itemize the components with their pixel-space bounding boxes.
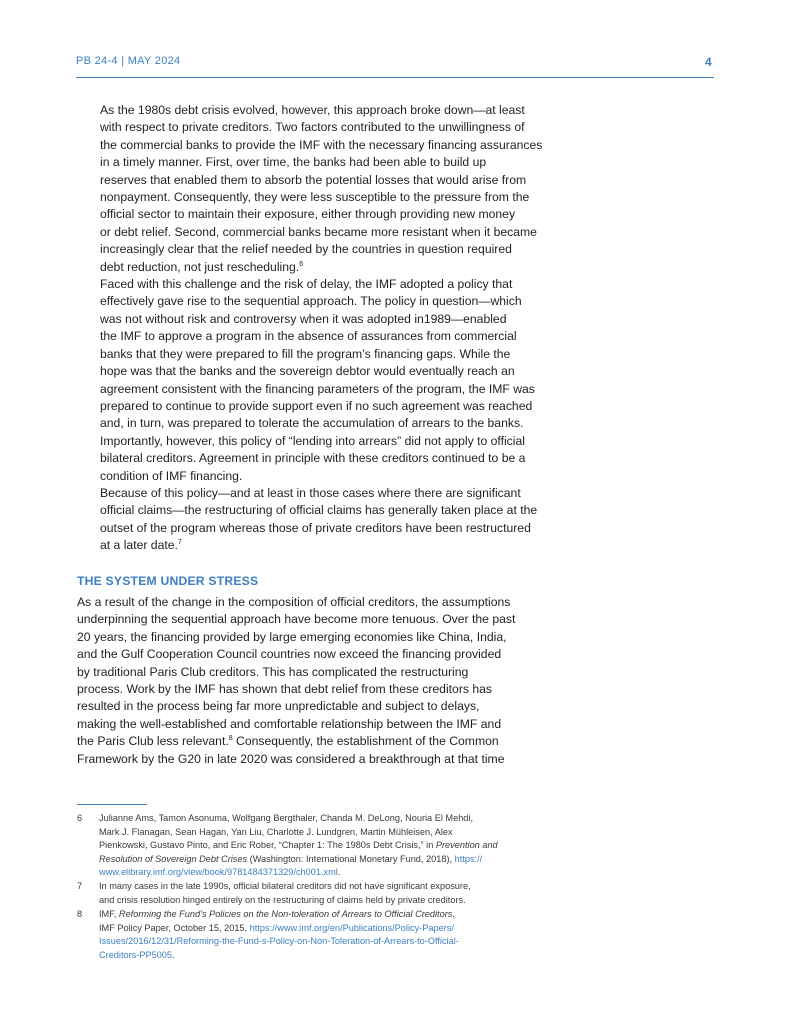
text-line: making the well-established and comfortable relationship between the IMF and bbox=[77, 716, 502, 731]
text-line: effectively gave rise to the sequential approach. The policy in question—which bbox=[100, 294, 522, 309]
paragraph-1 bbox=[77, 102, 585, 276]
footnote-number: 6 bbox=[77, 813, 83, 823]
text-line: underpinning the sequential approach have become more tenuous. Over the past bbox=[77, 612, 516, 627]
footnote-line bbox=[99, 922, 597, 936]
text-line: As the 1980s debt crisis evolved, however, this approach broke down—at least bbox=[100, 103, 525, 117]
text-line: the IMF to approve a program in the absence of assurances from commercial bbox=[100, 329, 517, 344]
text-line: condition of IMF financing. bbox=[100, 468, 243, 483]
header-issue-date: PB 24-4 | MAY 2024 bbox=[76, 55, 181, 67]
text-line: and the Gulf Cooperation Council countries now exceed the financing provided bbox=[77, 647, 502, 662]
text-line: hope was that the banks and the sovereign debtor would eventually reach an bbox=[100, 364, 515, 379]
paragraph-4 bbox=[77, 594, 585, 768]
text-line: increasingly clear that the relief needed by the countries in question required bbox=[100, 242, 512, 257]
text-fragment: Pienkowski, Gustavo Pinto, and Eric Rober, “Chapter 1: The 1980s Debt Crisis,” in bbox=[99, 840, 436, 851]
text-fragment: at a later date. bbox=[100, 538, 178, 553]
text-line: Framework by the G20 in late 2020 was considered a breakthrough at that time bbox=[77, 751, 505, 766]
text-fragment: Consequently, the establishment of the Common bbox=[232, 734, 499, 749]
page-number: 4 bbox=[705, 55, 712, 69]
paragraph-2 bbox=[77, 276, 585, 485]
body-text bbox=[77, 102, 585, 768]
text-line: resulted in the process being far more unpredictable and subject to delays, bbox=[77, 699, 480, 714]
paragraph-3 bbox=[77, 485, 585, 555]
footnote-line bbox=[99, 839, 597, 853]
text-line: outset of the program whereas those of private creditors have been restructured bbox=[100, 520, 531, 535]
footnote-6 bbox=[77, 812, 597, 880]
book-title-italic: Resolution of Sovereign Debt Crises bbox=[99, 853, 248, 864]
footnote-8 bbox=[77, 908, 597, 962]
text-line: official sector to maintain their exposure, either through providing new money bbox=[100, 207, 516, 222]
footnote-line: Julianne Ams, Tamon Asonuma, Wolfgang Bergthaler, Chanda M. DeLong, Nouria El Mehdi, bbox=[99, 813, 474, 823]
text-fragment: the Paris Club less relevant. bbox=[77, 734, 229, 749]
section-heading: THE SYSTEM UNDER STRESS bbox=[77, 573, 259, 588]
text-line: Because of this policy—and at least in those cases where there are significant bbox=[100, 485, 521, 500]
footnote-line: and crisis resolution hinged entirely on the restructuring of claims held by private creditors. bbox=[99, 895, 466, 906]
text-line: process. Work by the IMF has shown that debt relief from these creditors has bbox=[77, 682, 493, 696]
text-line: with respect to private creditors. Two factors contributed to the unwillingness of bbox=[100, 120, 525, 135]
footnote-8-link[interactable]: https://www.imf.org/en/Publications/Policy-Papers/ bbox=[249, 922, 454, 933]
text-line bbox=[77, 733, 585, 750]
text-line: agreement consistent with the financing parameters of the program, the IMF was bbox=[100, 381, 535, 396]
text-line: official claims—the restructuring of official claims has generally taken place at the bbox=[100, 503, 538, 518]
text-line bbox=[77, 259, 585, 276]
text-line: reserves that enabled them to absorb the potential losses that would arise from bbox=[100, 172, 527, 187]
footnote-ref-6[interactable]: 6 bbox=[299, 260, 304, 268]
footnote-line bbox=[99, 853, 597, 867]
footnote-7 bbox=[77, 880, 597, 907]
text-line: and, in turn, was prepared to tolerate the accumulation of arrears to the banks. bbox=[100, 416, 524, 431]
footnote-line bbox=[99, 866, 597, 880]
text-line: As a result of the change in the composition of official creditors, the assumptions bbox=[77, 594, 511, 609]
text-fragment: IMF Policy Paper, October 15, 2015, bbox=[99, 922, 250, 933]
text-fragment: . bbox=[337, 867, 341, 878]
footnote-8-link[interactable]: Creditors-PP5005 bbox=[99, 949, 173, 960]
running-header bbox=[76, 55, 714, 73]
footnote-number: 8 bbox=[77, 909, 83, 920]
text-line: Faced with this challenge and the risk of delay, the IMF adopted a policy that bbox=[100, 277, 513, 292]
text-fragment: debt reduction, not just rescheduling. bbox=[100, 259, 300, 274]
text-line: Importantly, however, this policy of “lending into arrears” did not apply to official bbox=[100, 433, 525, 448]
footnote-6-link[interactable]: https:// bbox=[454, 853, 483, 864]
text-fragment: , bbox=[452, 909, 455, 920]
header-rule bbox=[76, 77, 714, 78]
footnote-number: 7 bbox=[77, 881, 83, 892]
footnote-line bbox=[99, 935, 597, 949]
text-line: or debt relief. Second, commercial banks became more resistant when it became bbox=[100, 224, 537, 239]
footnote-rule bbox=[77, 804, 147, 805]
text-line: nonpayment. Consequently, they were less susceptible to the pressure from the bbox=[100, 190, 530, 205]
footnote-line: Mark J. Flanagan, Sean Hagan, Yan Liu, Charlotte J. Lundgren, Martin Mühleisen, Alex bbox=[99, 826, 453, 837]
footnote-ref-8[interactable]: 8 bbox=[228, 735, 233, 743]
text-line: was not without risk and controversy when it was adopted in1989—enabled bbox=[100, 311, 507, 326]
book-title-italic: Prevention and bbox=[435, 840, 498, 851]
text-line: in a timely manner. First, over time, the banks had been able to build up bbox=[100, 155, 487, 170]
text-line: banks that they were prepared to fill the program’s financing gaps. While the bbox=[100, 346, 511, 361]
text-line: 20 years, the financing provided by large emerging economies like China, India, bbox=[77, 629, 507, 644]
footnotes bbox=[77, 812, 597, 963]
text-line: prepared to continue to provide support even if no such agreement was reached bbox=[100, 398, 533, 413]
text-line: the commercial banks to provide the IMF with the necessary financing assurances bbox=[100, 137, 543, 152]
footnote-6-link[interactable]: www.elibrary.imf.org/view/book/9781484371329/ch001.xml bbox=[99, 867, 338, 878]
text-line bbox=[77, 537, 585, 554]
footnote-line bbox=[99, 949, 597, 963]
text-fragment: . bbox=[172, 949, 175, 960]
text-fragment: (Washington: International Monetary Fund, 2018), bbox=[247, 853, 455, 864]
text-fragment: IMF, bbox=[99, 909, 119, 920]
footnote-line bbox=[99, 908, 597, 922]
footnote-line: In many cases in the late 1990s, official bilateral creditors did not have significant exposure, bbox=[99, 881, 471, 892]
text-line: by traditional Paris Club creditors. This has complicated the restructuring bbox=[77, 664, 469, 679]
paper-title-italic: Reforming the Fund’s Policies on the Non-toleration of Arrears to Official Creditors bbox=[118, 909, 453, 920]
footnote-ref-7[interactable]: 7 bbox=[177, 539, 182, 547]
footnote-8-link[interactable]: Issues/2016/12/31/Reforming-the-Fund-s-Policy-on-Non-Toleration-of-Arrears-to-Official- bbox=[99, 936, 459, 947]
text-line: bilateral creditors. Agreement in principle with these creditors continued to be a bbox=[100, 451, 526, 466]
